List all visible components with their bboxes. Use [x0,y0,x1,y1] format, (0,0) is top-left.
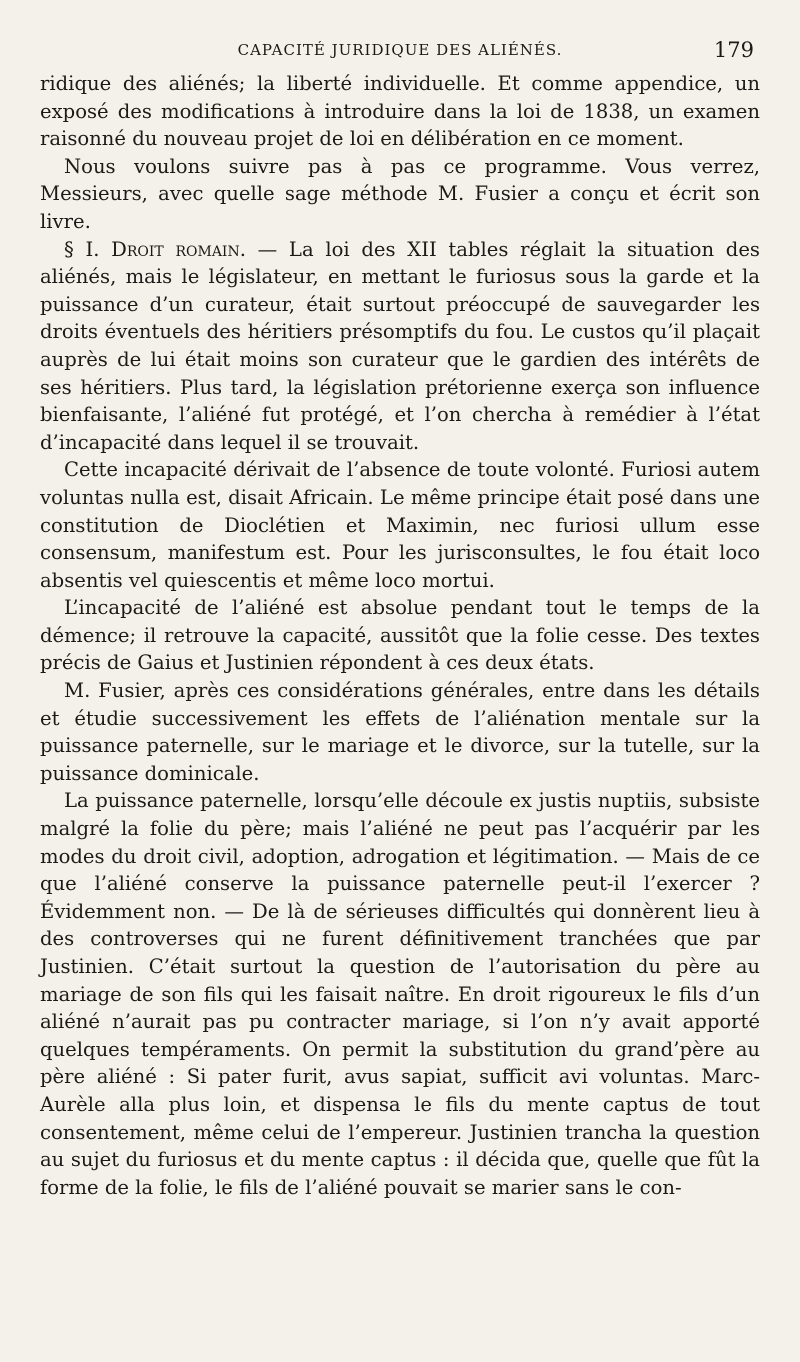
section-heading: § I. Droit romain. [64,237,246,261]
paragraph-text: — La loi des XII tables réglait la situation des aliénés, mais le législateur, en mettant le furiosus sous la garde et la puissance d’un curateur, était surtout préoccupé de sauvegarder les droits éventuels des héritiers présomptifs du fou. Le custos qu’il plaçait auprès de lui était moins son curateur que le gardien des intérêts de ses héritiers. Plus tard, la législation prétorienne exerça son influence bienfaisante, l’aliéné fut protégé, et l’on chercha à remédier à l’état d’incapacité dans lequel il se trouvait. [40,237,760,454]
paragraph: L’incapacité de l’aliéné est absolue pendant tout le temps de la démence; il retrouve la capacité, aussitôt que la folie cesse. Des textes précis de Gaius et Justinien répondent à ces deux états. [40,596,760,675]
page-number: 179 [713,38,754,62]
running-title: CAPACITÉ JURIDIQUE DES ALIÉNÉS. [237,41,563,59]
paragraph: ridique des aliénés; la liberté individuelle. Et comme appendice, un exposé des modifications à introduire dans la loi de 1838, un examen raisonné du nouveau projet de loi en délibération en ce moment. [40,72,760,151]
body-text [40,70,760,1201]
paragraph: Nous voulons suivre pas à pas ce programme. Vous verrez, Messieurs, avec quelle sage méthode M. Fusier a conçu et écrit son livre. [40,154,760,233]
paragraph: La puissance paternelle, lorsqu’elle découle ex justis nuptiis, subsiste malgré la folie du père; mais l’aliéné ne peut pas l’acquérir par les modes du droit civil, adoption, adrogation et légitimation. — Mais de ce que l’aliéné conserve la puissance paternelle peut-il l’exercer ? Évidemment non. — De là de sérieuses difficultés qui donnèrent lieu à des controverses qui ne furent définitivement tranchées que par Justinien. C’était surtout la question de l’autorisation du père au mariage de son fils qui les faisait naître. En droit rigoureux le fils d’un aliéné n’aurait pas pu contracter mariage, si l’on n’y avait apporté quelques tempéraments. On permit la substitution du grand’père au père aliéné : Si pater furit, avus sapiat, sufficit avi voluntas. Marc-Aurèle alla plus loin, et dispensa le fils du mente captus de tout consentement, même celui de l’empereur. Justinien trancha la question au sujet du furiosus et du mente captus : il décida que, quelle que fût la forme de la folie, le fils de l’aliéné pouvait se marier sans le con- [40,789,760,1199]
running-head [40,30,760,70]
paragraph: M. Fusier, après ces considérations générales, entre dans les détails et étudie successivement les effets de l’aliénation mentale sur la puissance paternelle, sur le mariage et le divorce, sur la tutelle, sur la puissance dominicale. [40,679,760,785]
paragraph: Cette incapacité dérivait de l’absence de toute volonté. Furiosi autem voluntas nulla est, disait Africain. Le même principe était posé dans une constitution de Dioclétien et Maximin, nec furiosi ullum esse consensum, manifestum est. Pour les jurisconsultes, le fou était loco absentis vel quiescentis et même loco mortui. [40,458,760,592]
book-page [40,30,760,1201]
paragraph [40,236,760,457]
